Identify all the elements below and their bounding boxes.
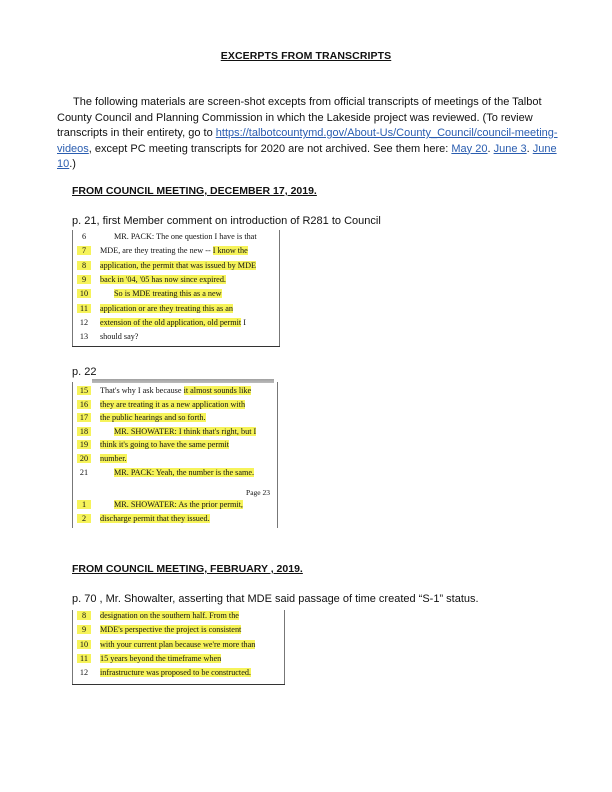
transcript-line [72, 246, 280, 260]
transcript-line [72, 304, 280, 318]
caption-p21: p. 21, first Member comment on introduction of R281 to Council [72, 215, 381, 227]
transcript-line [72, 275, 280, 289]
line-text [100, 318, 246, 327]
line-number: 20 [77, 454, 91, 463]
highlighted-text: MR. SHOWATER: As the prior permit, [114, 500, 243, 509]
line-text [100, 304, 233, 313]
transcript-line [72, 654, 285, 668]
plain-text: I [241, 317, 246, 327]
line-text [114, 427, 256, 436]
line-number: 13 [79, 332, 89, 342]
line-number: 10 [77, 289, 91, 298]
transcript-excerpt-p22 [72, 382, 278, 528]
highlighted-text: think it's going to have the same permit [100, 440, 230, 450]
transcript-line [72, 427, 278, 441]
transcript-line [72, 668, 285, 682]
may20-link[interactable]: May 20 [451, 142, 488, 155]
intro-end: .) [69, 158, 76, 170]
separator: . [526, 142, 533, 155]
intro-paragraph [57, 95, 562, 173]
line-text [114, 232, 257, 241]
transcript-line [72, 318, 280, 332]
line-text [100, 261, 256, 270]
line-number: 16 [77, 400, 91, 409]
highlighted-text: it almost sounds like [183, 386, 252, 395]
line-number: 21 [79, 467, 89, 477]
line-number: 15 [77, 386, 91, 395]
line-text [114, 289, 222, 298]
plain-text: MDE, are they treating the new -- [100, 246, 213, 256]
line-text [100, 514, 210, 523]
highlighted-text: the public hearings and so forth. [100, 413, 206, 423]
highlighted-text: MR. PACK: Yeah, the number is the same. [114, 467, 255, 477]
june10-link[interactable]: June 10 [57, 142, 557, 170]
line-text [100, 668, 251, 677]
transcript-line [72, 413, 278, 427]
transcript-line [72, 468, 278, 482]
line-text [114, 500, 243, 509]
line-number: 17 [77, 413, 91, 422]
transcript-line [72, 232, 280, 246]
page-number-label: Page 23 [246, 488, 270, 497]
caption-p22: p. 22 [72, 366, 97, 378]
highlighted-text: MDE's perspective the project is consistent [100, 625, 242, 635]
plain-text: That's why I ask because [100, 386, 184, 395]
transcript-line [72, 500, 278, 514]
highlighted-text: discharge permit that they issued. [100, 514, 210, 523]
intro-text-2: , except PC meeting transcripts for 2020 are not archived. See them here: [88, 142, 452, 155]
highlighted-text: 15 years beyond the timeframe when [100, 653, 222, 663]
caption-p70: p. 70 , Mr. Showalter, asserting that MDE said passage of time created “S-1” status. [72, 593, 479, 605]
line-number: 2 [77, 514, 91, 523]
line-number: 8 [77, 261, 91, 270]
transcript-line [72, 454, 278, 468]
line-number: 6 [81, 232, 87, 241]
highlighted-text: designation on the southern half. From the [100, 611, 239, 620]
highlighted-text: infrastructure was proposed to be constructed. [100, 668, 251, 678]
line-number: 18 [77, 427, 91, 436]
transcript-line [72, 400, 278, 414]
highlighted-text: they are treating it as a new application with [100, 399, 246, 409]
transcript-line [72, 332, 280, 346]
transcript-line [72, 514, 278, 528]
transcript-excerpt-p21 [72, 230, 280, 347]
transcript-line [72, 640, 285, 654]
highlighted-text: application or are they treating this as an [100, 303, 233, 313]
line-text [100, 246, 248, 255]
line-text [100, 332, 138, 341]
line-text [100, 400, 245, 409]
line-text [100, 454, 127, 463]
line-text [100, 640, 255, 649]
line-number: 12 [79, 668, 89, 678]
document-title: EXCERPTS FROM TRANSCRIPTS [220, 50, 392, 62]
line-number: 12 [79, 317, 89, 327]
line-text [100, 654, 221, 663]
transcript-line [72, 261, 280, 275]
line-text [100, 386, 251, 395]
transcript-line [72, 625, 285, 639]
transcript-line [72, 611, 285, 625]
highlighted-text: extension of the old application, old permit [100, 317, 242, 327]
section-heading-dec-2019: FROM COUNCIL MEETING, DECEMBER 17, 2019. [72, 185, 317, 197]
line-text [100, 275, 226, 284]
line-number: 1 [77, 500, 91, 509]
line-number: 9 [77, 625, 91, 634]
june3-link[interactable]: June 3 [493, 142, 527, 155]
transcript-line [72, 386, 278, 400]
council-videos-link[interactable]: https://talbotcountymd.gov/About-Us/County_Council/council-meeting-videos [57, 127, 558, 155]
line-text [100, 440, 229, 449]
line-number: 8 [77, 611, 91, 620]
highlighted-text: number. [100, 454, 127, 463]
intro-text: The following materials are screen-shot excepts from official transcripts of meetings of the Talbot County Council and Planning Commission in which the Lakeside project was reviewed. (To review transcripts in their entirety, go to [57, 96, 542, 139]
highlighted-text: with your current plan because we're more than [100, 639, 256, 649]
highlighted-text: application, the permit that was issued by MDE [100, 260, 256, 270]
line-number: 10 [77, 640, 91, 649]
plain-text: MR. PACK: The one question I have is that [114, 232, 257, 241]
plain-text: should say? [100, 332, 139, 342]
highlighted-text: MR. SHOWATER: I think that's right, but I [114, 426, 257, 436]
line-text [100, 611, 239, 620]
transcript-excerpt-p70 [72, 610, 285, 685]
highlighted-text: I know the [212, 246, 248, 256]
line-number: 11 [77, 654, 91, 663]
line-number: 9 [77, 275, 91, 284]
section-heading-feb-2019: FROM COUNCIL MEETING, FEBRUARY , 2019. [72, 563, 303, 575]
line-number: 11 [77, 304, 91, 313]
transcript-line [72, 440, 278, 454]
highlighted-text: So is MDE treating this as a new [114, 289, 222, 299]
line-text [114, 468, 254, 477]
line-number: 19 [77, 440, 91, 449]
highlighted-text: back in '04, '05 has now since expired. [100, 274, 226, 284]
line-number: 7 [77, 246, 91, 255]
line-text [100, 413, 206, 422]
transcript-line [72, 289, 280, 303]
separator: . [487, 142, 494, 155]
line-text [100, 625, 241, 634]
